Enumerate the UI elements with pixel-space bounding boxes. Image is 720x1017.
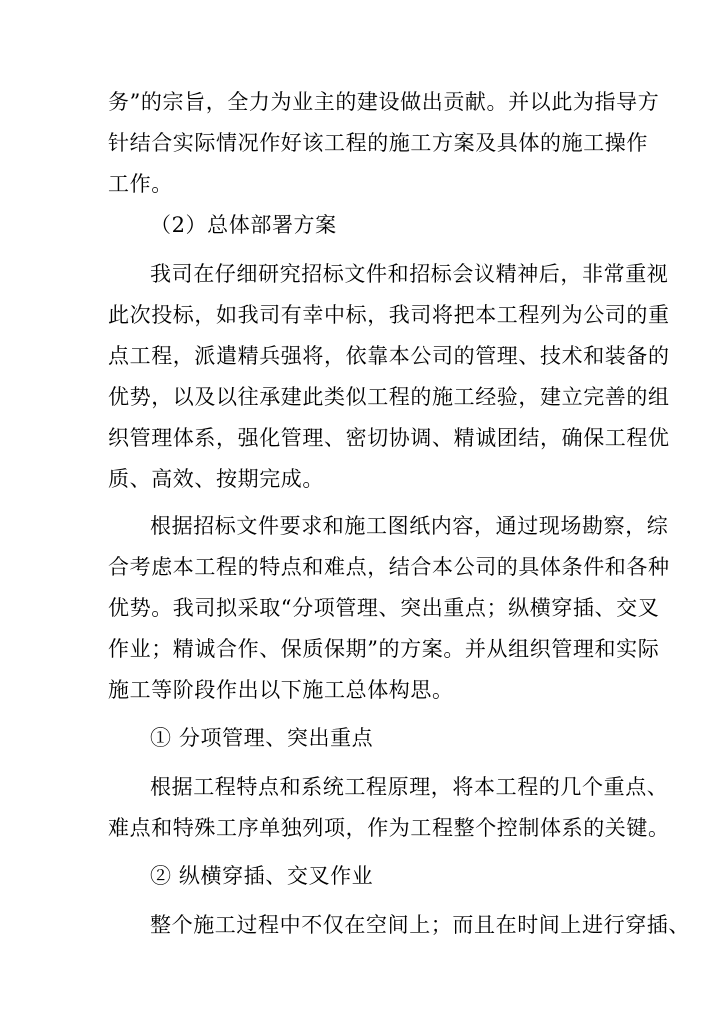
subheading-itemized-management: ① 分项管理、突出重点 xyxy=(150,726,374,750)
paragraph-3-line-4: 作业；精诚合作、保质保期”的方案。并从组织管理和实际 xyxy=(108,637,660,661)
paragraph-3-line-5: 施工等阶段作出以下施工总体构思。 xyxy=(108,678,454,702)
paragraph-2-line-4: 优势，以及以往承建此类似工程的施工经验，建立完善的组 xyxy=(108,385,670,409)
subheading-cross-operation: ② 纵横穿插、交叉作业 xyxy=(150,864,374,888)
paragraph-3-line-3: 优势。我司拟采取“分项管理、突出重点；纵横穿插、交叉 xyxy=(108,596,660,620)
paragraph-2-line-3: 点工程，派遣精兵强将，依靠本公司的管理、技术和装备的 xyxy=(108,344,670,368)
paragraph-1-line-1: 务”的宗旨，全力为业主的建设做出贡献。并以此为指导方 xyxy=(108,90,660,114)
section-heading-overall-deployment: （2）总体部署方案 xyxy=(150,213,337,237)
paragraph-1-line-3: 工作。 xyxy=(108,172,173,196)
paragraph-4-line-1: 根据工程特点和系统工程原理，将本工程的几个重点、 xyxy=(150,775,669,799)
paragraph-5-line-1: 整个施工过程中不仅在空间上；而且在时间上进行穿插、 xyxy=(150,913,690,937)
paragraph-3-line-1: 根据招标文件要求和施工图纸内容，通过现场勘察，综 xyxy=(150,514,669,538)
paragraph-2-line-1: 我司在仔细研究招标文件和招标会议精神后，非常重视 xyxy=(150,262,669,286)
paragraph-4-line-2: 难点和特殊工序单独列项，作为工程整个控制体系的关键。 xyxy=(108,816,670,840)
paragraph-1-line-2: 针结合实际情况作好该工程的施工方案及具体的施工操作 xyxy=(108,131,648,155)
paragraph-3-line-2: 合考虑本工程的特点和难点，结合本公司的具体条件和各种 xyxy=(108,555,670,579)
paragraph-2-line-5: 织管理体系，强化管理、密切协调、精诚团结，确保工程优 xyxy=(108,426,670,450)
paragraph-2-line-6: 质、高效、按期完成。 xyxy=(108,467,324,491)
paragraph-2-line-2: 此次投标，如我司有幸中标，我司将把本工程列为公司的重 xyxy=(108,303,670,327)
